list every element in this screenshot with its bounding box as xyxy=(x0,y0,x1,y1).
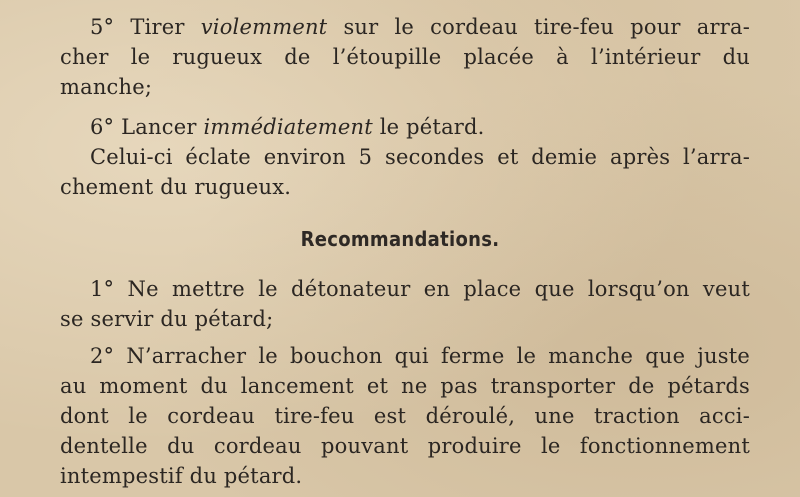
text-line: dont le cordeau tire-feu est déroulé, une traction acci- xyxy=(60,404,750,428)
text-line: 1° Ne mettre le détonateur en place que lorsqu’on veut xyxy=(90,277,750,301)
recommendation-2 xyxy=(60,341,750,491)
text-line: manche; xyxy=(60,75,153,99)
text-segment: 6° Lancer xyxy=(90,115,204,139)
text-line: cher le rugueux de l’étoupille placée à l’intérieur du xyxy=(60,45,750,69)
text-line: intempestif du pétard. xyxy=(60,464,303,488)
text-line xyxy=(60,12,750,42)
text-line: chement du rugueux. xyxy=(60,175,292,199)
text-line xyxy=(60,112,750,142)
text-line: au moment du lancement et ne pas transporter de pétards xyxy=(60,374,750,398)
text-segment: 5° Tirer xyxy=(90,15,201,39)
text-line: 2° N’arracher le bouchon qui ferme le manche que juste xyxy=(90,344,750,368)
emphasis-text: violemment xyxy=(200,15,328,39)
emphasis-text: immédiatement xyxy=(203,115,373,139)
text-line: se servir du pétard; xyxy=(60,307,274,331)
text-line: dentelle du cordeau pouvant produire le fonctionnement xyxy=(60,434,750,458)
text-line: Celui-ci éclate environ 5 secondes et demie après l’arra- xyxy=(90,145,750,169)
paragraph-step-6 xyxy=(60,112,750,142)
paragraph-step-5 xyxy=(60,12,750,102)
text-segment: sur le cordeau tire-feu pour arra- xyxy=(327,15,750,39)
text-segment: le pétard. xyxy=(372,115,485,139)
paragraph-explosion-delay xyxy=(60,142,750,202)
section-heading: Recommandations. xyxy=(300,227,500,251)
recommendation-1 xyxy=(60,274,750,334)
